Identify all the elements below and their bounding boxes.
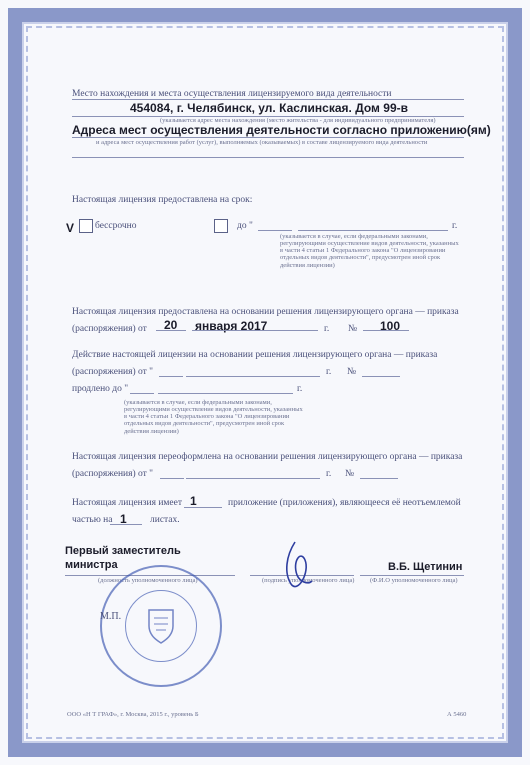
reissued-year-suffix: г. [326,469,332,479]
prolong-day-line [130,393,154,394]
places-hint: и адреса мест осуществления работ (услуг), выполняемых (оказываемых) в составе лицензируемого вида деятельности [96,139,428,146]
appendix-count: 1 [190,494,197,508]
reissued-num: № [345,469,355,479]
extended-prolong: продлено до " [72,384,129,394]
reissued-text1: Настоящая лицензия переоформлена на основании решения лицензирующего органа — приказа [72,452,463,462]
extended-prolong-suffix: г. [297,384,303,394]
extended-year-suffix: г. [326,367,332,377]
extended-text2: (распоряжения) от " [72,367,154,377]
stamp-emblem [125,590,197,662]
mp-label: М.П. [100,611,122,622]
basis-num-label: № [348,324,358,334]
appendix-count-line [184,507,222,508]
extended-num: № [347,367,357,377]
term-note: (указывается в случае, если федеральными законами, регулирующими осуществление видов деятельности, указанных в части 4 статьи 1 Федерального закона "О лицензировании отдельных видов деятельности", предусмотрен иной срок действия лицензии) [280,233,459,269]
extended-number-line [362,376,400,377]
basis-day-line [156,330,186,331]
official-stamp [100,565,222,687]
position-hint: (должность уполномоченного лица) [98,577,198,584]
signature-image [280,538,314,592]
location-label-line [72,99,464,100]
basis-month-line [192,330,318,331]
appendix-text2: приложение (приложения), являющееся её неотъемлемой [228,498,461,508]
term-month-line [298,230,448,231]
signer-name: В.Б. Щетинин [388,561,463,573]
extended-day-line [159,376,183,377]
term-until-checkbox[interactable] [214,219,228,233]
term-year-suffix: г. [452,221,458,231]
extended-note: (указывается в случае, если федеральными законами, регулирующими осуществление видов деятельности, указанных в части 4 статьи 1 Федерального закона "О лицензировании отдельных видов деятельности", предусмотрен иной срок действия лицензии) [124,399,303,435]
reissued-number-line [360,478,398,479]
footer-code: А 5460 [447,711,467,718]
term-until-label: до " [237,221,253,231]
basis-text2: (распоряжения) от [72,324,147,334]
name-line [360,575,464,576]
term-indefinite-label: бессрочно [95,221,137,231]
signer-position-1: Первый заместитель [65,545,181,557]
appendix-text3: частью на [72,515,113,525]
places-line [72,137,464,138]
basis-number: 100 [380,319,401,333]
basis-year-suffix: г. [324,324,330,334]
name-hint: (Ф.И.О уполномоченного лица) [370,577,458,584]
footer-printer: ООО «Н Т ГРАФ», г. Москва, 2015 г., уровень Б [67,711,199,718]
reissued-month-line [186,478,320,479]
term-check-mark: V [66,221,75,235]
prolong-month-line [158,393,293,394]
extended-text1: Действие настоящей лицензии на основании решения лицензирующего органа — приказа [72,350,438,360]
appendix-text1: Настоящая лицензия имеет [72,498,183,508]
signer-position-2: министра [65,559,118,571]
extended-month-line [186,376,320,377]
signature-hint: (подпись уполномоченного лица) [262,577,355,584]
appendix-sheets-line [110,524,142,525]
appendix-sheets: 1 [120,512,127,526]
coat-of-arms-icon [146,608,176,644]
places-value: Адреса мест осуществления деятельности согласно приложению(ям) [72,123,491,137]
term-label: Настоящая лицензия предоставлена на срок: [72,195,253,205]
reissued-text2: (распоряжения) от " [72,469,154,479]
reissued-day-line [160,478,184,479]
basis-month-year: января 2017 [195,319,268,333]
basis-day: 20 [164,318,178,332]
location-label: Место нахождения и места осуществления лицензируемого вида деятельности [72,89,392,99]
address-value: 454084, г. Челябинск, ул. Каслинская. Дом 99-в [130,101,408,115]
basis-number-line [363,330,409,331]
term-day-line [258,230,292,231]
extra-line [72,157,464,158]
appendix-text4: листах. [150,515,180,525]
term-indefinite-checkbox[interactable] [79,219,93,233]
basis-text1: Настоящая лицензия предоставлена на основании решения лицензирующего органа — приказа [72,307,459,317]
address-hint: (указывается адрес места нахождения (место жительства - для индивидуального предпринимателя) [160,117,436,124]
